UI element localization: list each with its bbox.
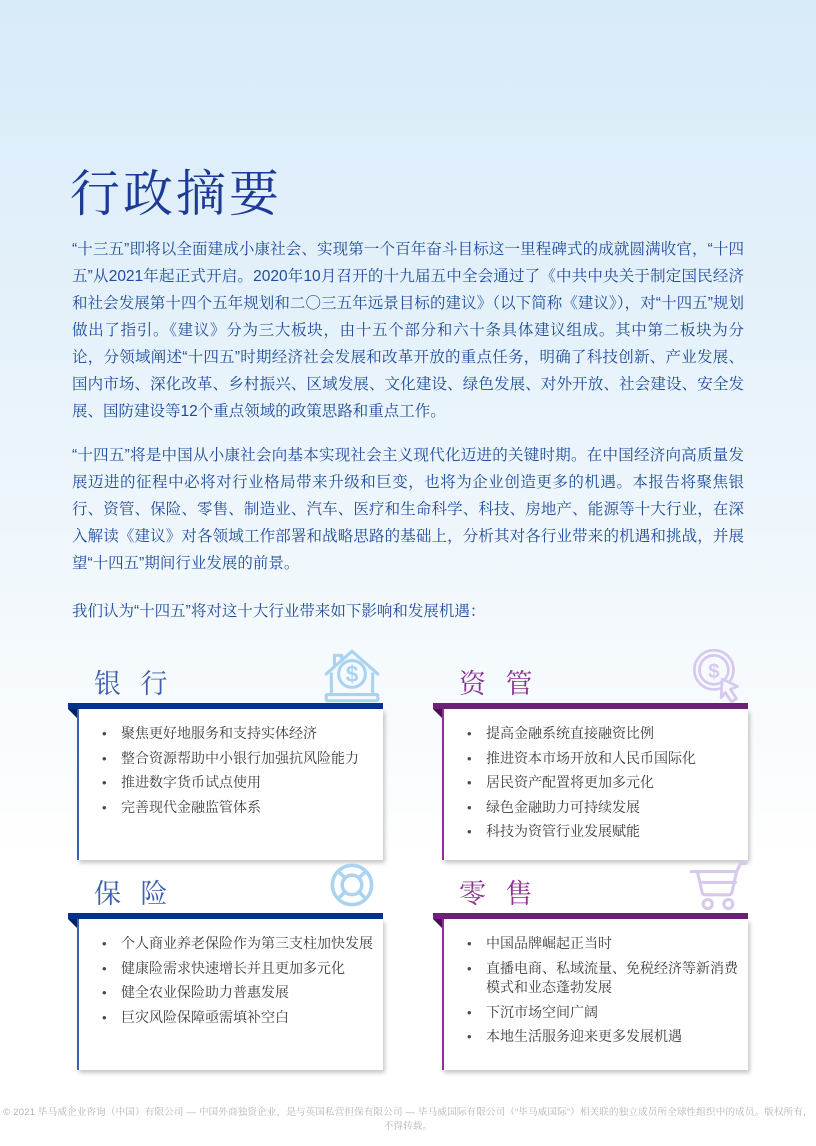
bullet-item: • 推进资本市场开放和人民币国际化 (454, 749, 738, 769)
card-insurance-body (77, 919, 383, 1070)
page-title: 行政摘要 (70, 165, 282, 222)
bullet-item: • 本地生活服务迎来更多发展机遇 (454, 1027, 738, 1047)
intro-paragraph-3: 我们认为“十四五”将对这十大行业带来如下影响和发展机遇： (72, 602, 486, 620)
bullet-item: • 直播电商、私域流量、免税经济等新消费模式和业态蓬勃发展 (454, 959, 738, 998)
card-insurance-header (68, 853, 383, 913)
card-insurance-bullet-list (89, 934, 373, 1027)
fold-corner (68, 919, 77, 928)
card-asset-management-body (442, 709, 748, 860)
card-insurance (68, 853, 383, 1070)
bullet-item: • 聚焦更好地服务和支持实体经济 (89, 724, 373, 744)
bullet-item: • 巨灾风险保障亟需填补空白 (89, 1008, 373, 1028)
lifebuoy-icon (319, 854, 385, 918)
bullet-item: • 整合资源帮助中小银行加强抗风险能力 (89, 749, 373, 769)
bullet-item: • 完善现代金融监管体系 (89, 798, 373, 818)
bullet-item: • 居民资产配置将更加多元化 (454, 773, 738, 793)
card-asset-management-title: 资 管 (459, 669, 539, 699)
bullet-item: • 提高金融系统直接融资比例 (454, 724, 738, 744)
bank-icon (319, 644, 385, 708)
card-retail-bullet-list (454, 934, 738, 1047)
svg-text:$: $ (708, 660, 720, 684)
card-retail (433, 853, 748, 1070)
card-banking-bullet-list (89, 724, 373, 817)
card-banking-body (77, 709, 383, 860)
bullet-item: • 下沉市场空间广阔 (454, 1003, 738, 1023)
card-banking-title: 银 行 (94, 669, 174, 699)
card-asset-management-header (433, 643, 748, 703)
card-insurance-title: 保 险 (94, 879, 174, 909)
card-retail-header (433, 853, 748, 913)
shopping-cart-icon (684, 854, 750, 918)
card-banking-header (68, 643, 383, 703)
bullet-item: • 推进数字货币试点使用 (89, 773, 373, 793)
fold-corner (433, 919, 442, 928)
fold-corner (68, 709, 77, 718)
bullet-item: • 健康险需求快速增长并且更加多元化 (89, 959, 373, 979)
copyright-footer: © 2021 毕马威企业咨询（中国）有限公司 — 中国外商独资企业，是与英国私营担保有限公司 — 毕马威国际有限公司（“毕马威国际”）相关联的独立成员所全球性组织中的成员。版权所有，不得转载。 (3, 1107, 813, 1132)
cards-row-1 (68, 643, 748, 860)
card-retail-title: 零 售 (459, 879, 539, 909)
intro-paragraph-2: “十四五”将是中国从小康社会向基本实现社会主义现代化迈进的关键时期。在中国经济向高质量发展迈进的征程中必将对行业格局带来升级和巨变，也将为企业创造更多的机遇。本报告将聚焦银行、资管、保险、零售、制造业、汽车、医疗和生命科学、科技、房地产、能源等十大行业，在深入解读《建议》对各领域工作部署和战略思路的基础上，分析其对各行业带来的机遇和挑战，并展望“十四五”期间行业发展的前景。 (72, 446, 744, 572)
bullet-item: • 健全农业保险助力普惠发展 (89, 983, 373, 1003)
magnifier-dollar-icon (684, 644, 750, 708)
bullet-item: • 科技为资管行业发展赋能 (454, 822, 738, 842)
svg-text:$: $ (345, 661, 359, 688)
bullet-item: • 中国品牌崛起正当时 (454, 934, 738, 954)
bullet-item: • 个人商业养老保险作为第三支柱加快发展 (89, 934, 373, 954)
card-asset-management (433, 643, 748, 860)
card-asset-management-bullet-list (454, 724, 738, 842)
card-retail-body (442, 919, 748, 1070)
intro-paragraph-1: “十三五”即将以全面建成小康社会、实现第一个百年奋斗目标这一里程碑式的成就圆满收官，“十四五”从2021年起正式开启。2020年10月召开的十九届五中全会通过了《中共中央关于制定国民经济和社会发展第十四个五年规划和二〇三五年远景目标的建议》（以下简称《建议》），对“十四五”规划做出了指引。《建议》分为三大板块，由十五个部分和六十条具体建议组成。其中第二板块为分论，分领域阐述“十四五”时期经济社会发展和改革开放的重点任务，明确了科技创新、产业发展、国内市场、深化改革、乡村振兴、区域发展、文化建设、绿色发展、对外开放、社会建设、安全发展、国防建设等12个重点领域的政策思路和重点工作。 (72, 240, 744, 420)
bullet-item: • 绿色金融助力可持续发展 (454, 798, 738, 818)
card-banking (68, 643, 383, 860)
fold-corner (433, 709, 442, 718)
cards-row-2 (68, 853, 748, 1070)
